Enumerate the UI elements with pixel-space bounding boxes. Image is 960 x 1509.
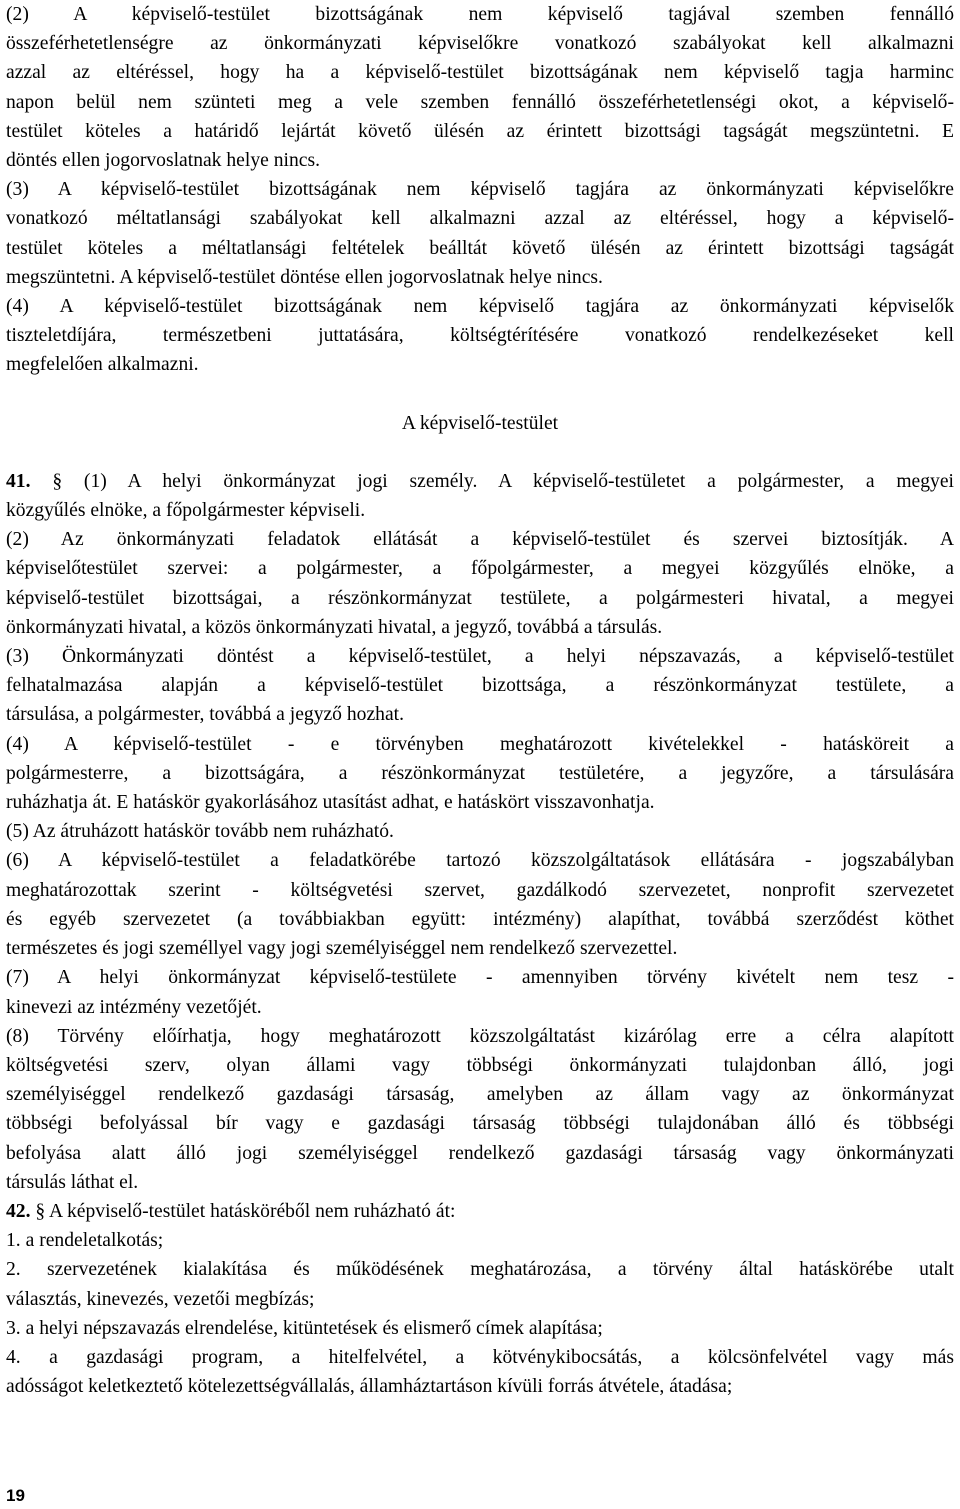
page-number: 19 [6,1486,25,1505]
text-line [6,467,954,496]
enumerated-list [6,1226,954,1401]
paragraph [6,0,954,175]
spacer [6,380,954,409]
text-line: felhatalmazása alapján a képviselő-testület bizottsága, a részönkormányzat testülete, a [6,675,954,697]
text-line: 3. a helyi népszavazás elrendelése, kitüntetések és elismerő címek alapítása; [6,1317,603,1339]
paragraph [6,846,954,963]
text-line: önkormányzati hivatal, a közös önkormányzati hivatal, a jegyző, továbbá a társulás. [6,616,663,638]
text-line: személyiséggel rendelkező gazdasági társaság, amelyben az állam vagy az önkormányzat [6,1084,954,1106]
text-line: összeférhetetlenségre az önkormányzati képviselőkre vonatkozó szabályokat kell alkalmazni [6,33,954,55]
text-line: közgyűlés elnöke, a főpolgármester képviseli. [6,500,366,522]
text-line: tiszteletdíjára, természetbeni juttatására, költségtérítésére vonatkozó rendelkezéseket kell [6,325,954,347]
text-line: megszüntetni. A képviselő-testület döntése ellen jogorvoslatnak helye nincs. [6,266,603,288]
text-line: (4) A képviselő-testület - e törvényben meghatározott kivételekkel - hatásköreit a [6,733,954,755]
text-line: (4) A képviselő-testület bizottságának nem képviselő tagjára az önkormányzati képviselők [6,296,954,318]
text-line: ruházhatja át. E hatáskör gyakorlásához utasítást adhat, e hatáskört visszavonhatja. [6,792,655,814]
paragraph [6,1022,954,1197]
paragraph-41-1 [6,467,954,525]
paragraph [6,963,954,1021]
text-line: természetes és jogi személlyel vagy jogi személyiséggel nem rendelkező szervezettel. [6,938,678,960]
text-line: megfelelően alkalmazni. [6,354,199,376]
paragraph-group-top [6,0,954,380]
list-item [6,1343,954,1401]
paragraph [6,642,954,730]
text-line: képviselőtestület szervei: a polgármester, a főpolgármester, a megyei közgyűlés elnöke, a [6,558,954,580]
section-sign: § [35,1200,46,1222]
text-line: (8) Törvény előírhatja, hogy meghatározott közszolgáltatást kizárólag erre a célra alapított [6,1025,954,1047]
section-number-42: 42. [6,1200,31,1222]
list-item [6,1255,954,1313]
text-line: 1. a rendeletalkotás; [6,1230,164,1252]
paragraph-text: (1) A helyi önkormányzat jogi személy. A képviselő-testületet a polgármester, a megyei [62,470,954,492]
spacer [6,438,954,467]
text-line: (3) Önkormányzati döntést a képviselő-testület, a helyi népszavazás, a képviselő-testület [6,646,954,668]
text-line: (2) Az önkormányzati feladatok ellátását a képviselő-testület és szervei biztosítják. A [6,529,954,551]
text-line: (3) A képviselő-testület bizottságának nem képviselő tagjára az önkormányzati képviselőkre [6,179,954,201]
list-item [6,1314,954,1343]
text-line: azzal az eltéréssel, hogy ha a képviselő-testület bizottságának nem képviselő tagja harminc [6,62,954,84]
text-line: (5) Az átruházott hatáskör tovább nem ruházható. [6,821,394,843]
text-line: testület köteles a határidő lejártát követő ülésén az érintett bizottsági tagságát megszüntetni. E [6,120,954,142]
text-line: döntés ellen jogorvoslatnak helye nincs. [6,150,320,172]
text-line: képviselő-testület bizottságai, a részönkormányzat testülete, a polgármesteri hivatal, a megyei [6,587,954,609]
paragraph [6,525,954,642]
text-line: társulás láthat el. [6,1171,139,1193]
text-line: kinevezi az intézmény vezetőjét. [6,996,262,1018]
text-line: (6) A képviselő-testület a feladatkörébe tartozó közszolgáltatások ellátására - jogszabályban [6,850,954,872]
text-line: meghatározottak szerint - költségvetési szervet, gazdálkodó szervezetet, nonprofit szervezetet [6,879,954,901]
paragraph [6,730,954,818]
section-number-41: 41. [6,470,31,492]
text-line: adósságot keletkeztető kötelezettségvállalás, államháztartáson kívüli forrás átvétele, átadása; [6,1376,733,1398]
text-line [6,1197,954,1226]
text-line: költségvetési szerv, olyan állami vagy többségi önkormányzati tulajdonban álló, jogi [6,1054,954,1076]
section-sign: § [52,470,63,492]
paragraph [6,292,954,380]
text-line: napon belül nem szünteti meg a vele szemben fennálló összeférhetetlenségi okot, a képviselő- [6,91,954,113]
text-line: többségi befolyással bír vagy e gazdasági társaság többségi tulajdonában álló és többségi [6,1113,954,1135]
text-line: befolyása alatt álló jogi személyiséggel rendelkező gazdasági társaság vagy önkormányzati [6,1142,954,1164]
text-line: vonatkozó méltatlansági szabályokat kell alkalmazni azzal az eltéréssel, hogy a képviselő- [6,208,954,230]
text-line: és egyéb szervezetet (a továbbiakban együtt: intézmény) alapíthat, továbbá szerződést köthet [6,908,954,930]
text-line: testület köteles a méltatlansági feltételek beálltát követő ülésén az érintett bizottsági tagságát [6,237,954,259]
paragraph [6,175,954,292]
section-title: A képviselő-testület [401,412,559,434]
text-line: (7) A helyi önkormányzat képviselő-testülete - amennyiben törvény kivételt nem tesz - [6,967,954,989]
text-line: polgármesterre, a bizottságára, a részönkormányzat testületére, a jegyzőre, a társulására [6,762,954,784]
text-line: választás, kinevezés, vezetői megbízás; [6,1288,315,1310]
document-page [6,0,954,1401]
paragraph [6,817,954,846]
text-line: 2. szervezetének kialakítása és működésének meghatározása, a törvény által hatáskörébe utalt [6,1259,954,1281]
list-item [6,1226,954,1255]
text-line: (2) A képviselő-testület bizottságának nem képviselő tagjával szemben fennálló [6,4,954,25]
text-line: társulása, a polgármester, továbbá a jegyző hozhat. [6,704,405,726]
paragraph-text: A képviselő-testület hatásköréből nem ruházható át: [45,1200,456,1222]
paragraph-42 [6,1197,954,1226]
paragraph-group-41 [6,525,954,1197]
text-line: 4. a gazdasági program, a hitelfelvétel, a kötvénykibocsátás, a kölcsönfelvétel vagy más [6,1346,954,1368]
